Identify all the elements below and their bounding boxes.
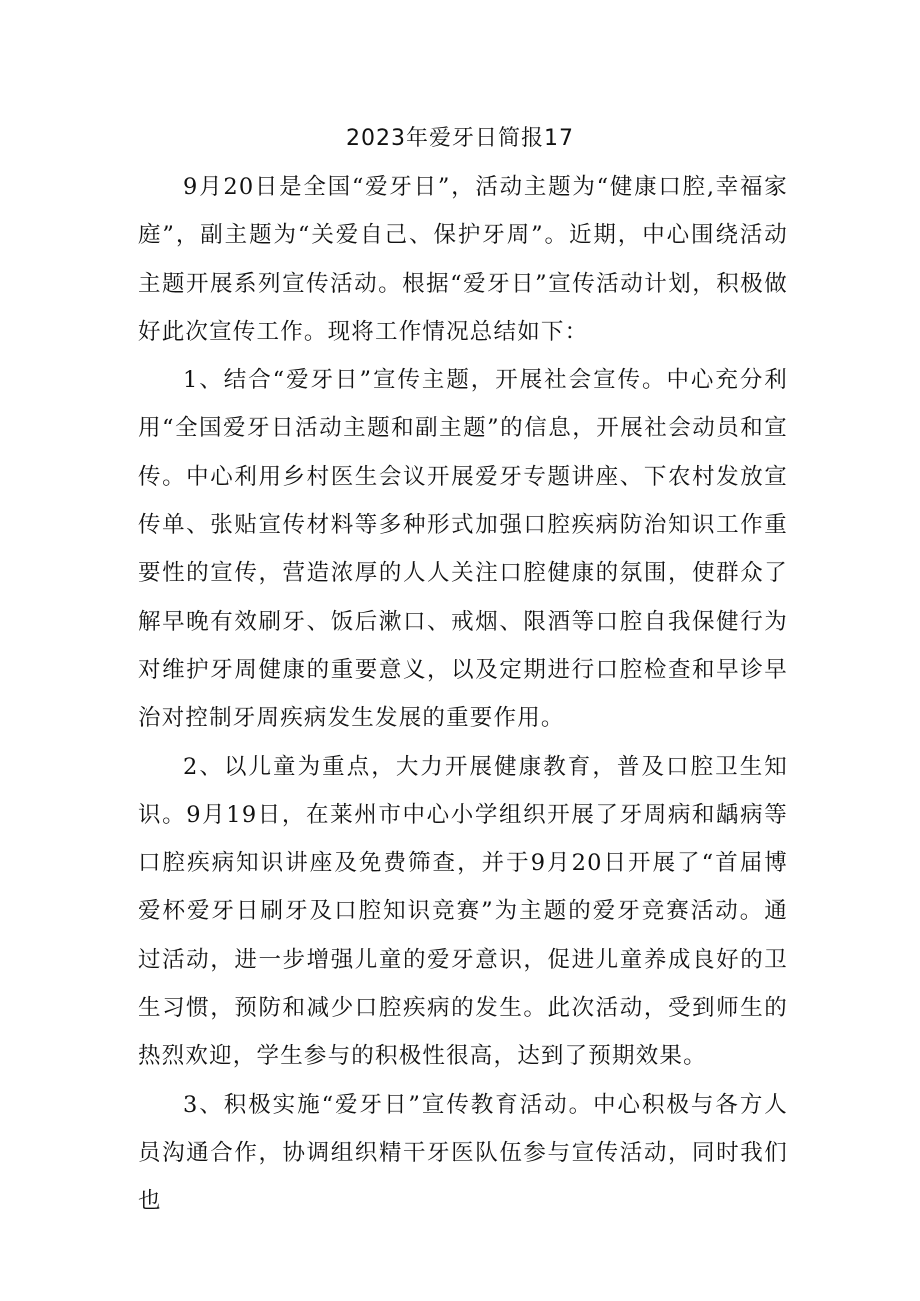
paragraph-intro: 9月20日是全国“爱牙日”，活动主题为“健康口腔,幸福家庭”，副主题为“关爱自己、保护牙周”。近期，中心围绕活动主题开展系列宣传活动。根据“爱牙日”宣传活动计划，积极做好此次宣传工作。现将工作情况总结如下： (138, 174, 788, 345)
document-title: 2023年爱牙日简报17 (346, 126, 574, 151)
paragraph-item-3: 3、积极实施“爱牙日”宣传教育活动。中心积极与各方人员沟通合作，协调组织精干牙医队伍参与宣传活动，同时我们也 (138, 1091, 788, 1215)
document-body (138, 163, 788, 1226)
paragraph-item-2: 2、以儿童为重点，大力开展健康教育，普及口腔卫生知识。9月19日，在莱州市中心小学组织开展了牙周病和龋病等口腔疾病知识讲座及免费筛查，并于9月20日开展了“首届博爱杯爱牙日刷牙及口腔知识竞赛”为主题的爱牙竞赛活动。通过活动，进一步增强儿童的爱牙意识，促进儿童养成良好的卫生习惯，预防和减少口腔疾病的发生。此次活动，受到师生的热烈欢迎，学生参与的积极性很高，达到了预期效果。 (138, 753, 788, 1070)
paragraph-item-1: 1、结合“爱牙日”宣传主题，开展社会宣传。中心充分利用“全国爱牙日活动主题和副主题”的信息，开展社会动员和宣传。中心利用乡村医生会议开展爱牙专题讲座、下农村发放宣传单、张贴宣传材料等多种形式加强口腔疾病防治知识工作重要性的宣传，营造浓厚的人人关注口腔健康的氛围，使群众了解早晚有效刷牙、饭后漱口、戒烟、限酒等口腔自我保健行为对维护牙周健康的重要意义，以及定期进行口腔检查和早诊早治对控制牙周疾病发生发展的重要作用。 (138, 367, 788, 732)
